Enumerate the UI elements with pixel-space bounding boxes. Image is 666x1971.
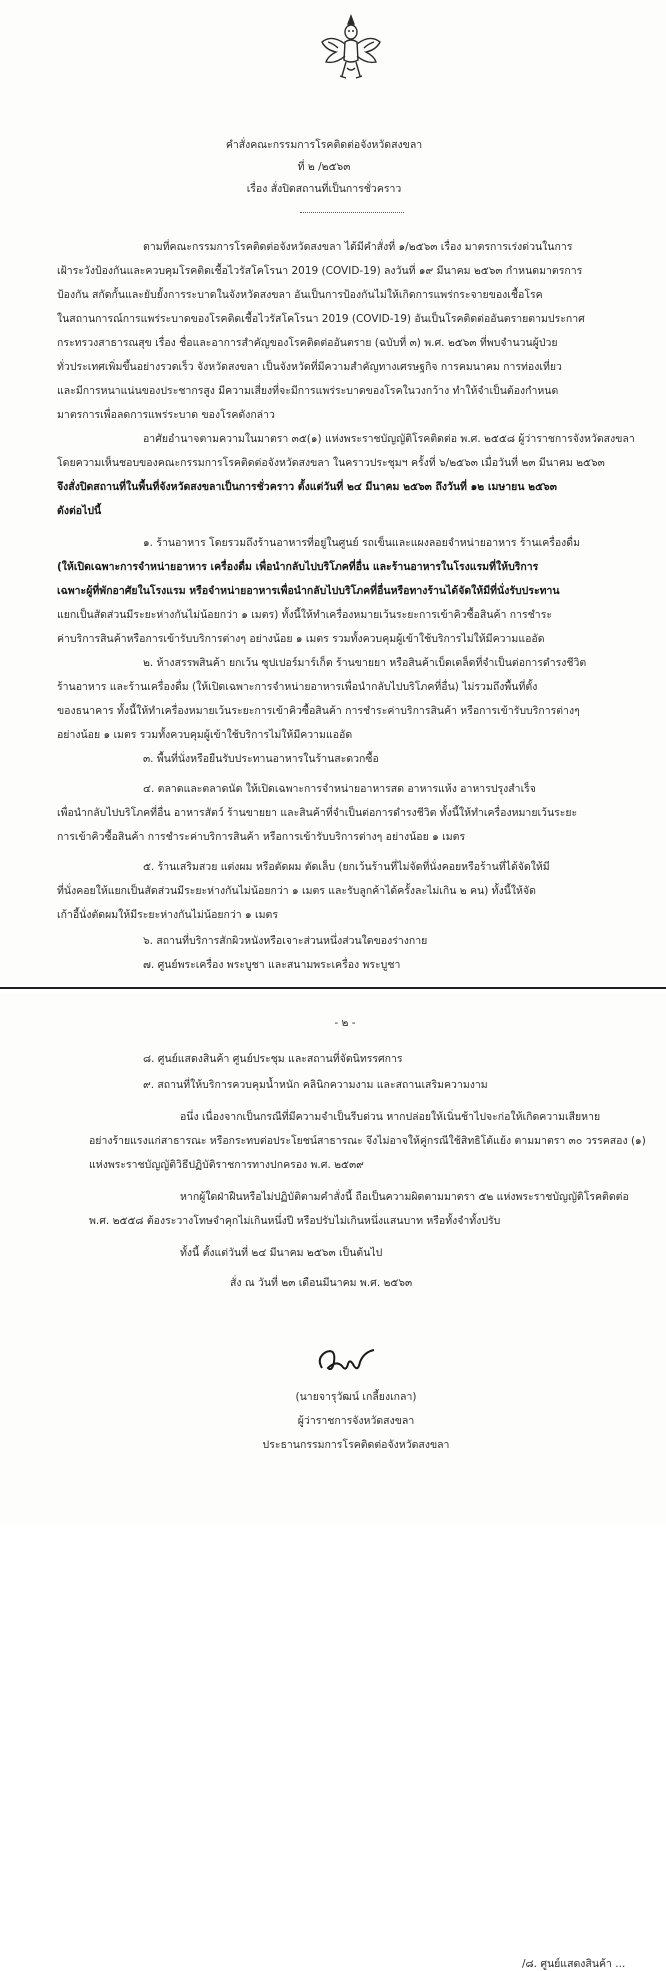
penalty-line-2: พ.ศ. ๒๕๕๘ ต้องระวางโทษจำคุกไม่เกินหนึ่งปี หรือปรับไม่เกินหนึ่งแสนบาท หรือทั้งจำทั้งปรับ [89, 1215, 501, 1227]
item-9: ๙. สถานที่ให้บริการควบคุมน้ำหนัก คลินิกความงาม และสถานเสริมความงาม [143, 1079, 488, 1091]
penalty-line-1: หากผู้ใดฝ่าฝืนหรือไม่ปฏิบัติตามคำสั่งนี้ ถือเป็นความผิดตามมาตรา ๕๒ แห่งพระราชบัญญัติโรคติดต่อ [180, 1191, 629, 1203]
effective-date: ทั้งนี้ ตั้งแต่วันที่ ๒๔ มีนาคม ๒๕๖๓ เป็นต้นไป [180, 1247, 383, 1259]
order-date: สั่ง ณ วันที่ ๒๓ เดือนมีนาคม พ.ศ. ๒๕๖๓ [230, 1277, 413, 1289]
garuda-emblem [318, 12, 384, 86]
item-2-line-3: ของธนาคาร ทั้งนี้ให้ทำเครื่องหมายเว้นระยะการเข้าคิวซื้อสินค้า การชำระค่าบริการสินค้า หรือการเข้ารับบริการต่างๆ [57, 705, 580, 717]
urgency-line-3: แห่งพระราชบัญญัติวิธีปฏิบัติราชการทางปกครอง พ.ศ. ๒๕๓๙ [89, 1159, 364, 1171]
item-4-line-2: เพื่อนำกลับไปบริโภคที่อื่น อาหารสัตว์ ร้านขายยา และสินค้าที่จำเป็นต่อการดำรงชีวิต ทั้งนี้ให้ทำเครื่องหมายเว้นระยะ [57, 807, 578, 819]
item-1-line-2: (ให้เปิดเฉพาะการจำหน่ายอาหาร เครื่องดื่ม เพื่อนำกลับไปบริโภคที่อื่น และร้านอาหารในโรงแรมที่ให้บริการ [57, 561, 539, 573]
page-divider [0, 987, 666, 989]
item-2-line-4: อย่างน้อย ๑ เมตร รวมทั้งควบคุมผู้เข้าใช้บริการไม่ให้มีความแออัด [57, 729, 353, 741]
intro-line-3: ป้องกัน สกัดกั้นและยับยั้งการระบาดในจังหวัดสงขลา อันเป็นการป้องกันไม่ให้เกิดการแพร่กระจายของเชื้อโรค [57, 289, 543, 301]
item-5-line-3: เก้าอี้นั่งตัดผมให้มีระยะห่างกันไม่น้อยกว่า ๑ เมตร [57, 909, 278, 921]
item-1-line-4: แยกเป็นสัดส่วนมีระยะห่างกันไม่น้อยกว่า ๑ เมตร) ทั้งนี้ให้ทำเครื่องหมายเว้นระยะการเข้าคิวซื้อสินค้า การชำระ [57, 609, 552, 621]
document-page-1 [0, 0, 666, 985]
intro-line-6: ทั่วประเทศเพิ่มขึ้นอย่างรวดเร็ว จังหวัดสงขลา เป็นจังหวัดที่มีความสำคัญทางเศรษฐกิจ การคมนาคม การท่องเที่ยว [57, 361, 562, 373]
item-2-line-1: ๒. ห้างสรรพสินค้า ยกเว้น ซุปเปอร์มาร์เก็ต ร้านขายยา หรือสินค้าเบ็ดเตล็ดที่จำเป็นต่อการดำรงชีวิต [143, 657, 587, 669]
item-1-line-5: ค่าบริการสินค้าหรือการเข้ารับบริการต่างๆ อย่างน้อย ๑ เมตร รวมทั้งควบคุมผู้เข้าใช้บริการไม่ให้มีความแออัด [57, 633, 545, 645]
order-number: ที่ ๒ /๒๕๖๓ [297, 161, 351, 173]
signer-position: ผู้ว่าราชการจังหวัดสงขลา [297, 1415, 415, 1427]
intro-line-2: เฝ้าระวังป้องกันและควบคุมโรคติดเชื้อไวรัสโคโรนา 2019 (COVID-19) ลงวันที่ ๑๙ มีนาคม ๒๕๖๓ กำหนดมาตรการ [57, 265, 583, 277]
item-1-line-1: ๑. ร้านอาหาร โดยรวมถึงร้านอาหารที่อยู่ในศูนย์ รถเข็นและแผงลอยจำหน่ายอาหาร ร้านเครื่องดื่ม [143, 537, 581, 549]
signature [312, 1338, 382, 1382]
order-subject: เรื่อง สั่งปิดสถานที่เป็นการชั่วคราว [246, 183, 402, 195]
item-4-line-3: การเข้าคิวซื้อสินค้า การชำระค่าบริการสินค้า หรือการเข้ารับบริการต่างๆ อย่างน้อย ๑ เมตร [57, 831, 466, 843]
item-8: ๘. ศูนย์แสดงสินค้า ศูนย์ประชุม และสถานที่จัดนิทรรศการ [143, 1053, 403, 1065]
page-number: - ๒ - [334, 1017, 356, 1029]
order-title: คำสั่งคณะกรรมการโรคติดต่อจังหวัดสงขลา [225, 139, 423, 151]
signer-role: ประธานกรรมการโรคติดต่อจังหวัดสงขลา [262, 1439, 450, 1451]
item-2-line-2: ร้านอาหาร และร้านเครื่องดื่ม (ให้เปิดเฉพาะการจำหน่ายอาหารเพื่อนำกลับไปบริโภคที่อื่น) ไม่รวมถึงพื้นที่ตั้ง [57, 681, 538, 693]
item-1-line-3: เฉพาะผู้ที่พักอาศัยในโรงแรม หรือจำหน่ายอาหารเพื่อนำกลับไปบริโภคที่อื่นหรือทางร้านได้จัดให้มีที่นั่งรับประทาน [57, 585, 560, 597]
signer-name: (นายจารุวัฒน์ เกลี้ยงเกลา) [295, 1391, 417, 1403]
item-7: ๗. ศูนย์พระเครื่อง พระบูชา และสนามพระเครื่อง พระบูชา [143, 959, 401, 971]
authority-line-2: โดยความเห็นชอบของคณะกรรมการโรคติดต่อจังหวัดสงขลา ในคราวประชุมฯ ครั้งที่ ๖/๒๕๖๓ เมื่อวันที่ ๒๓ มีนาคม ๒๕๖๓ [57, 457, 605, 469]
intro-line-8: มาตรการเพื่อลดการแพร่ระบาด ของโรคดังกล่าว [57, 409, 275, 421]
continued-marker: /๘. ศูนย์แสดงสินค้า ... [522, 1958, 626, 1970]
item-3: ๓. พื้นที่นั่งหรือยืนรับประทานอาหารในร้านสะดวกซื้อ [143, 753, 379, 765]
urgency-line-1: อนึ่ง เนื่องจากเป็นกรณีที่มีความจำเป็นรีบด่วน หากปล่อยให้เนิ่นช้าไปจะก่อให้เกิดความเสียหาย [180, 1111, 601, 1123]
item-5-line-2: ที่นั่งคอยให้แยกเป็นสัดส่วนมีระยะห่างกันไม่น้อยกว่า ๑ เมตร และรับลูกค้าได้ครั้งละไม่เกิน ๒ คน) ทั้งนี้ให้จัด [57, 885, 536, 897]
order-line-2: ดังต่อไปนี้ [57, 505, 102, 517]
intro-line-5: กระทรวงสาธารณสุข เรื่อง ชื่อและอาการสำคัญของโรคติดต่ออันตราย (ฉบับที่ ๓) พ.ศ. ๒๕๖๓ ที่พบจำนวนผู้ป่วย [57, 337, 558, 349]
intro-line-1: ตามที่คณะกรรมการโรคติดต่อจังหวัดสงขลา ได้มีคำสั่งที่ ๑/๒๕๖๓ เรื่อง มาตรการเร่งด่วนในการ [143, 241, 573, 253]
item-4-line-1: ๔. ตลาดและตลาดนัด ให้เปิดเฉพาะการจำหน่ายอาหารสด อาหารแห้ง อาหารปรุงสำเร็จ [143, 783, 536, 795]
urgency-line-2: อย่างร้ายแรงแก่สาธารณะ หรือกระทบต่อประโยชน์สาธารณะ จึงไม่อาจให้คู่กรณีใช้สิทธิโต้แย้ง ตามมาตรา ๓๐ วรรคสอง (๑) [89, 1135, 646, 1147]
item-6: ๖. สถานที่บริการสักผิวหนังหรือเจาะส่วนหนึ่งส่วนใดของร่างกาย [143, 935, 428, 947]
item-5-line-1: ๕. ร้านเสริมสวย แต่งผม หรือตัดผม ตัดเล็บ (ยกเว้นร้านที่ไม่จัดที่นั่งคอยหรือร้านที่ได้จัดให้มี [143, 861, 550, 873]
intro-line-7: และมีการหนาแน่นของประชากรสูง มีความเสี่ยงที่จะมีการแพร่ระบาดของโรคในวงกว้าง ทำให้จำเป็นต้องกำหนด [57, 385, 559, 397]
separator-dots [300, 212, 404, 213]
authority-line-1: อาศัยอำนาจตามความในมาตรา ๓๕(๑) แห่งพระราชบัญญัติโรคติดต่อ พ.ศ. ๒๕๕๘ ผู้ว่าราชการจังหวัดสงขลา [143, 433, 635, 445]
intro-line-4: ในสถานการณ์การแพร่ระบาดของโรคติดเชื้อไวรัสโคโรนา 2019 (COVID-19) อันเป็นโรคติดต่ออันตรายตามประกาศ [57, 313, 585, 325]
order-line-1: จึงสั่งปิดสถานที่ในพื้นที่จังหวัดสงขลาเป็นการชั่วคราว ตั้งแต่วันที่ ๒๔ มีนาคม ๒๕๖๓ ถึงวันที่ ๑๒ เมษายน ๒๕๖๓ [57, 481, 557, 493]
